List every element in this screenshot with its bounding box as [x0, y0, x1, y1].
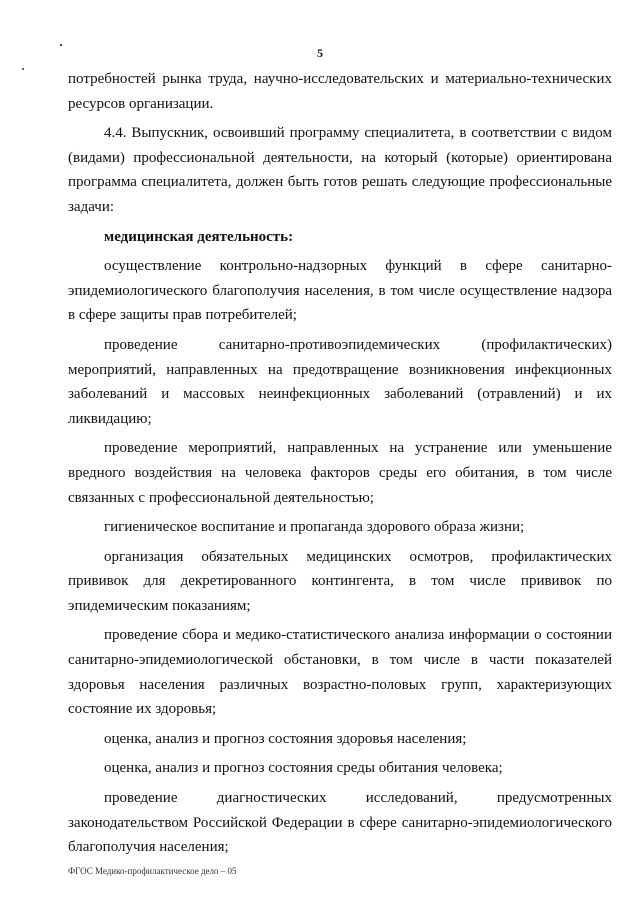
paragraph-continuation: потребностей рынка труда, научно-исследовательских и материально-технических ресурсов организации.: [68, 71, 612, 112]
paragraph-4-4: 4.4. Выпускник, освоивший программу специалитета, в соответствии с видом (видами) профессиональной деятельности, на который (которые) ориентирована программа специалитета, должен быть готов решать следующие профессиональные задачи:: [68, 125, 612, 215]
list-item: гигиеническое воспитание и пропаганда здорового образа жизни;: [104, 519, 525, 536]
section-heading-medical-activity: медицинская деятельность:: [104, 228, 294, 245]
list-item: проведение санитарно-противоэпидемических (профилактических) мероприятий, направленных на предотвращение возникновения инфекционных заболеваний и массовых неинфекционных заболеваний (отравлений) и их ликвидацию;: [68, 336, 612, 427]
document-footer: ФГОС Медико-профилактическое дело – 05: [68, 866, 237, 876]
document-body: [68, 67, 612, 860]
list-item: оценка, анализ и прогноз состояния среды обитания человека;: [104, 760, 503, 777]
list-item: проведение мероприятий, направленных на устранение или уменьшение вредного воздействия на человека факторов среды его обитания, в том числе связанных с профессиональной деятельностью;: [68, 440, 612, 506]
page-number: 5: [317, 46, 323, 60]
list-item: оценка, анализ и прогноз состояния здоровья населения;: [104, 730, 467, 747]
list-item: проведение диагностических исследований, предусмотренных законодательством Российской Федерации в сфере санитарно-эпидемиологического благополучия населения;: [68, 790, 612, 856]
list-item: организация обязательных медицинских осмотров, профилактических прививок для декретированного контингента, в том числе прививок по эпидемическим показаниям;: [68, 548, 612, 614]
scan-speck: [22, 68, 24, 70]
list-item: проведение сбора и медико-статистического анализа информации о состоянии санитарно-эпидемиологической обстановки, в том числе в части показателей здоровья населения различных возрастно-половых групп, характеризующих состояние их здоровья;: [68, 627, 612, 718]
list-item: осуществление контрольно-надзорных функций в сфере санитарно-эпидемиологического благополучия населения, в том числе осуществление надзора в сфере защиты прав потребителей;: [68, 258, 612, 324]
